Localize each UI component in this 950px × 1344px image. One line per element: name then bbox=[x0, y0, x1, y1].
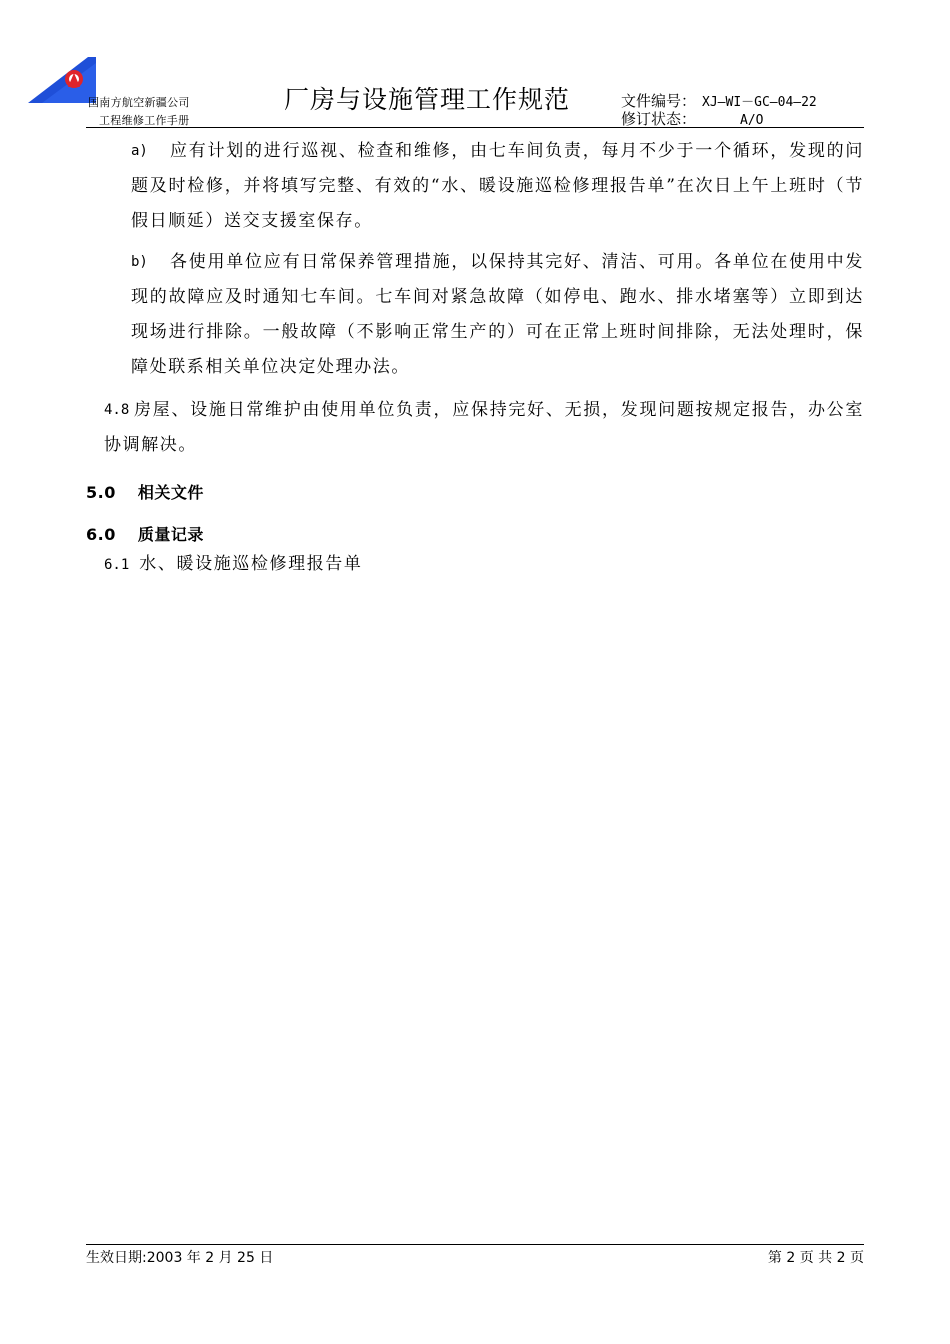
section-6-title: 质量记录 bbox=[137, 525, 204, 544]
item-6-1-label: 6.1 bbox=[104, 557, 130, 573]
item-6-1-text: 水、暖设施巡检修理报告单 bbox=[139, 554, 363, 574]
item-b-text: 各使用单位应有日常保养管理措施，以保持其完好、清洁、可用。各单位在使用中发现的故障应及时通知七车间。七车间对紧急故障（如停电、跑水、排水堵塞等）立即到达现场进行排除。一般故障（不影响正常生产的）可在正常上班时间排除，无法处理时，保障处联系相关单位决定处理办法。 bbox=[131, 252, 864, 377]
section-6-heading bbox=[86, 522, 204, 545]
page-number: 第 2 页 共 2 页 bbox=[767, 1250, 864, 1266]
company-name: 国南方航空新疆公司 bbox=[88, 96, 190, 109]
effective-date: 生效日期:2003 年 2 月 25 日 bbox=[86, 1250, 274, 1266]
header-divider bbox=[86, 127, 864, 128]
item-a-label: a) bbox=[131, 143, 148, 159]
item-a-text: 应有计划的进行巡视、检查和维修，由七车间负责，每月不少于一个循环，发现的问题及时检修，并将填写完整、有效的“水、暖设施巡检修理报告单”在次日上午上班时（节假日顺延）送交支援室保存。 bbox=[131, 141, 864, 231]
item-6-1 bbox=[104, 547, 864, 583]
item-b-label: b) bbox=[131, 254, 148, 270]
page-title: 厂房与设施管理工作规范 bbox=[284, 85, 571, 114]
revision-status bbox=[621, 108, 764, 129]
section-5-heading bbox=[86, 480, 204, 503]
item-4-8-label: 4.8 bbox=[104, 402, 130, 418]
doc-number-label: 文件编号： bbox=[621, 92, 697, 110]
revision-value: A/O bbox=[740, 113, 764, 128]
item-4-8-text: 房屋、设施日常维护由使用单位负责，应保持完好、无损，发现问题按规定报告，办公室协调解决。 bbox=[104, 400, 864, 455]
doc-number-value: XJ—WI－GC—04—22 bbox=[702, 95, 817, 110]
section-5-title: 相关文件 bbox=[137, 483, 204, 502]
footer-divider bbox=[86, 1244, 864, 1245]
company-logo-icon bbox=[28, 57, 96, 103]
revision-label: 修订状态： bbox=[621, 110, 697, 128]
section-5-number: 5.0 bbox=[86, 483, 116, 502]
manual-name: 工程维修工作手册 bbox=[99, 114, 190, 127]
section-6-number: 6.0 bbox=[86, 525, 116, 544]
